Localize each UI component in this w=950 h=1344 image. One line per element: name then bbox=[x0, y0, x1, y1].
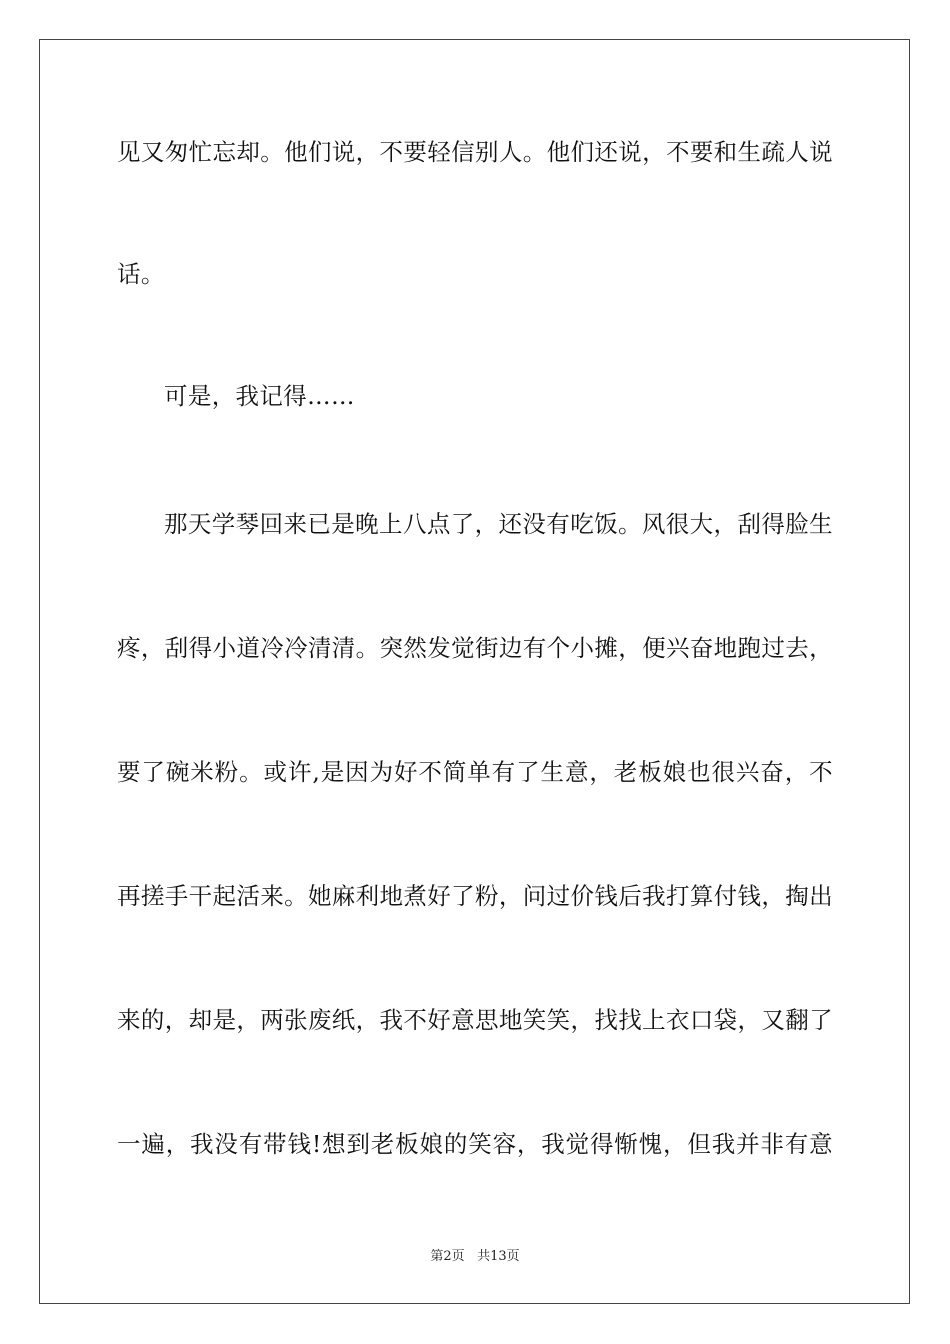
page-frame bbox=[39, 39, 910, 1304]
text-line-9: 一遍，我没有带钱!想到老板娘的笑容，我觉得惭愧，但我并非有意 bbox=[117, 1130, 833, 1158]
text-line-5: 疼，刮得小道冷冷清清。突然发觉街边有个小摊，便兴奋地跑过去， bbox=[117, 634, 833, 662]
text-line-3: 可是，我记得…… bbox=[164, 382, 355, 410]
text-line-1: 见又匆忙忘却。他们说，不要轻信别人。他们还说，不要和生疏人说 bbox=[117, 138, 833, 166]
text-line-6: 要了碗米粉。或许,是因为好不简单有了生意，老板娘也很兴奋，不 bbox=[117, 758, 833, 786]
text-line-8: 来的，却是，两张废纸，我不好意思地笑笑，找找上衣口袋，又翻了 bbox=[117, 1006, 833, 1034]
text-line-2: 话。 bbox=[117, 260, 165, 288]
page-footer bbox=[0, 1248, 950, 1266]
text-line-4: 那天学琴回来已是晚上八点了，还没有吃饭。风很大，刮得脸生 bbox=[164, 510, 833, 538]
page-total: 共13页 bbox=[477, 1249, 520, 1264]
page-number: 第2页 bbox=[430, 1249, 465, 1264]
text-line-7: 再搓手干起活来。她麻利地煮好了粉，问过价钱后我打算付钱，掏出 bbox=[117, 882, 833, 910]
